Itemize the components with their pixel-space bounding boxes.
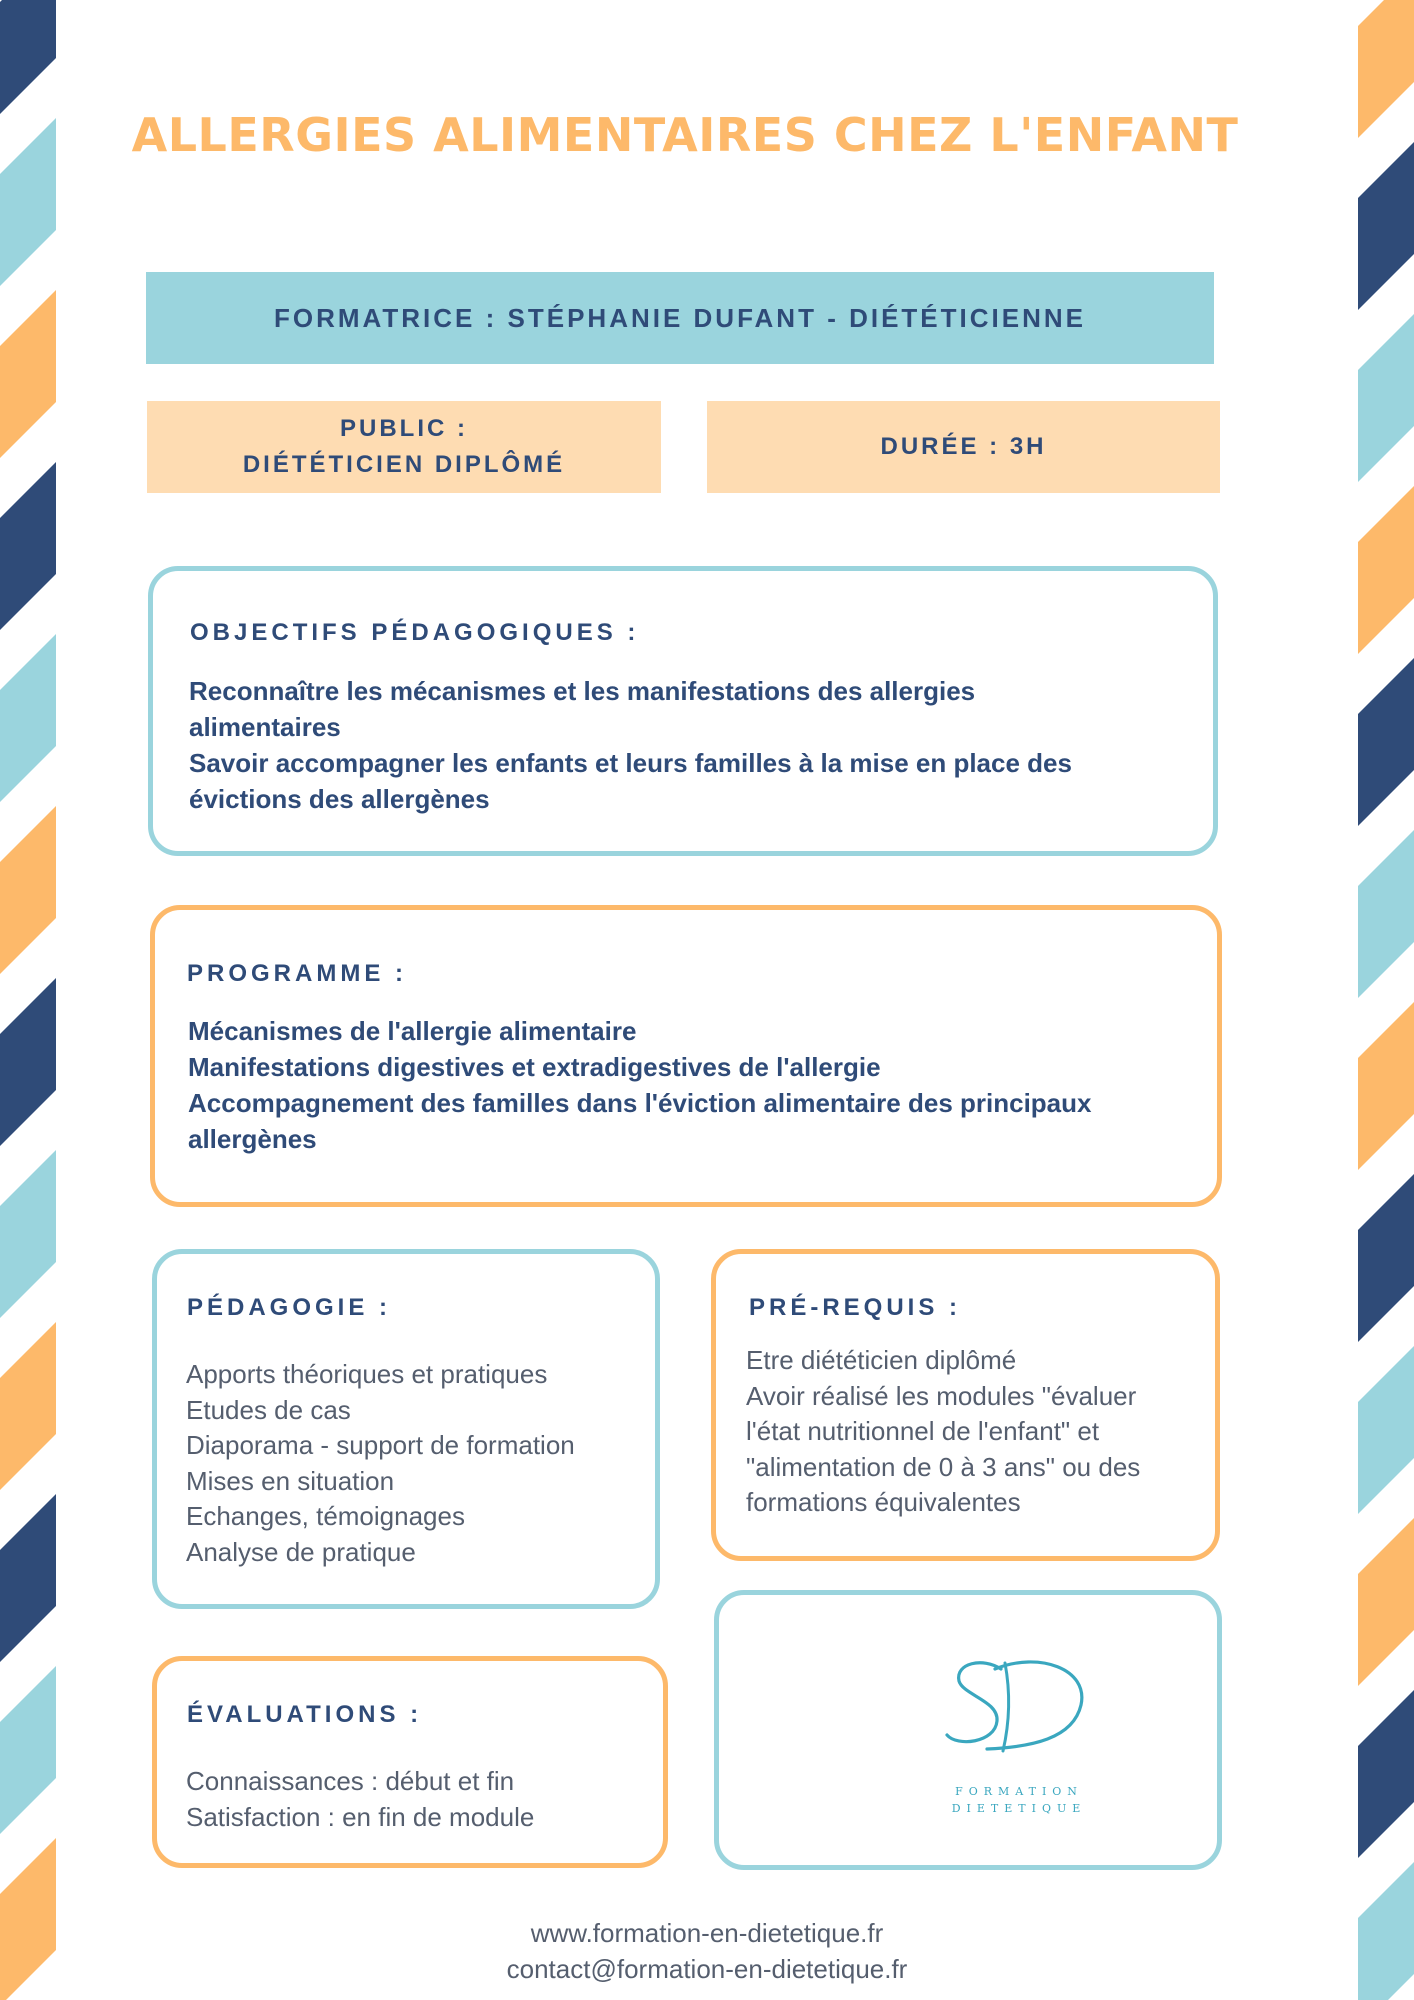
objectives-list: [189, 673, 1189, 817]
page-title: ALLERGIES ALIMENTAIRES CHEZ L'ENFANT: [131, 108, 1239, 162]
stripe-segment: [1358, 142, 1414, 310]
list-item: "alimentation de 0 à 3 ans" ou des: [746, 1451, 1141, 1482]
stripe-segment: [1358, 1346, 1414, 1514]
trainer-banner: [146, 272, 1214, 364]
public-value: DIÉTÉTICIEN DIPLÔMÉ: [242, 451, 566, 478]
stripe-segment: [1358, 314, 1414, 482]
prerequisites-heading: PRÉ-REQUIS :: [749, 1294, 962, 1321]
sd-monogram-icon: [943, 1655, 1093, 1765]
list-item: Accompagnement des familles dans l'éviction alimentaire des principaux: [188, 1088, 1092, 1118]
right-stripe-border: [1358, 0, 1414, 2000]
list-item: l'état nutritionnel de l'enfant" et: [746, 1416, 1100, 1446]
programme-heading: PROGRAMME :: [187, 960, 407, 987]
pedagogy-card: [152, 1249, 660, 1609]
stripe-segment: [0, 0, 56, 114]
public-label: PUBLIC :: [340, 415, 468, 442]
list-item: Etre diététicien diplômé: [746, 1345, 1017, 1375]
list-item: alimentaires: [189, 712, 341, 742]
prerequisites-list: [746, 1343, 1206, 1521]
stripe-segment: [1358, 1862, 1414, 2000]
duration-banner: [707, 401, 1220, 493]
stripe-segment: [0, 1150, 56, 1318]
stripe-segment: [0, 462, 56, 630]
list-item: Analyse de pratique: [186, 1536, 416, 1567]
stripe-segment: [0, 1838, 56, 2000]
logo-card: [714, 1590, 1222, 1870]
list-item: Etudes de cas: [186, 1394, 351, 1425]
objectives-card: [148, 566, 1218, 856]
trainer-text: FORMATRICE : STÉPHANIE DUFANT - DIÉTÉTICIENNE: [274, 302, 1086, 333]
pedagogy-heading: PÉDAGOGIE :: [187, 1294, 392, 1321]
stripe-segment: [0, 1666, 56, 1834]
stripe-segment: [0, 118, 56, 286]
stripe-segment: [1358, 1174, 1414, 1342]
list-item: Savoir accompagner les enfants et leurs familles à la mise en place des: [189, 748, 1072, 778]
evaluations-heading: ÉVALUATIONS :: [187, 1701, 423, 1728]
stripe-segment: [0, 634, 56, 802]
stripe-segment: [1358, 1690, 1414, 1858]
stripe-segment: [1358, 658, 1414, 826]
evaluations-card: [152, 1656, 668, 1868]
prerequisites-card: [711, 1249, 1220, 1561]
logo-line-1: FORMATION: [955, 1785, 1083, 1798]
list-item: Reconnaître les mécanismes et les manifestations des allergies: [189, 676, 976, 706]
list-item: Manifestations digestives et extradigestives de l'allergie: [188, 1052, 881, 1082]
pedagogy-list: [186, 1357, 646, 1570]
list-item: Avoir réalisé les modules "évaluer: [746, 1380, 1137, 1411]
evaluations-list: [186, 1764, 656, 1835]
list-item: Echanges, témoignages: [186, 1501, 465, 1531]
stripe-segment: [0, 806, 56, 974]
stripe-segment: [1358, 1002, 1414, 1170]
public-banner: [147, 401, 661, 493]
stripe-segment: [1358, 0, 1414, 138]
stripe-segment: [1358, 830, 1414, 998]
stripe-segment: [1358, 486, 1414, 654]
logo-line-2: DIETETIQUE: [951, 1802, 1087, 1815]
duration-text: DURÉE : 3H: [880, 433, 1047, 460]
stripe-segment: [0, 1322, 56, 1490]
stripe-segment: [1358, 1518, 1414, 1686]
list-item: Apports théoriques et pratiques: [186, 1359, 548, 1389]
list-item: évictions des allergènes: [189, 784, 490, 814]
stripe-segment: [0, 978, 56, 1146]
stripe-segment: [0, 1494, 56, 1662]
list-item: Connaissances : début et fin: [186, 1766, 515, 1796]
list-item: allergènes: [188, 1124, 317, 1154]
footer-email[interactable]: contact@formation-en-dietetique.fr: [506, 1954, 908, 1984]
programme-card: [150, 905, 1222, 1207]
programme-list: [188, 1013, 1198, 1157]
list-item: formations équivalentes: [746, 1487, 1021, 1517]
footer-website[interactable]: www.formation-en-dietetique.fr: [530, 1918, 884, 1948]
list-item: Diaporama - support de formation: [186, 1430, 575, 1460]
list-item: Satisfaction : en fin de module: [186, 1801, 535, 1832]
stripe-segment: [0, 290, 56, 458]
list-item: Mises en situation: [186, 1465, 395, 1496]
list-item: Mécanismes de l'allergie alimentaire: [188, 1016, 637, 1046]
objectives-heading: OBJECTIFS PÉDAGOGIQUES :: [190, 619, 640, 646]
left-stripe-border: [0, 0, 56, 2000]
